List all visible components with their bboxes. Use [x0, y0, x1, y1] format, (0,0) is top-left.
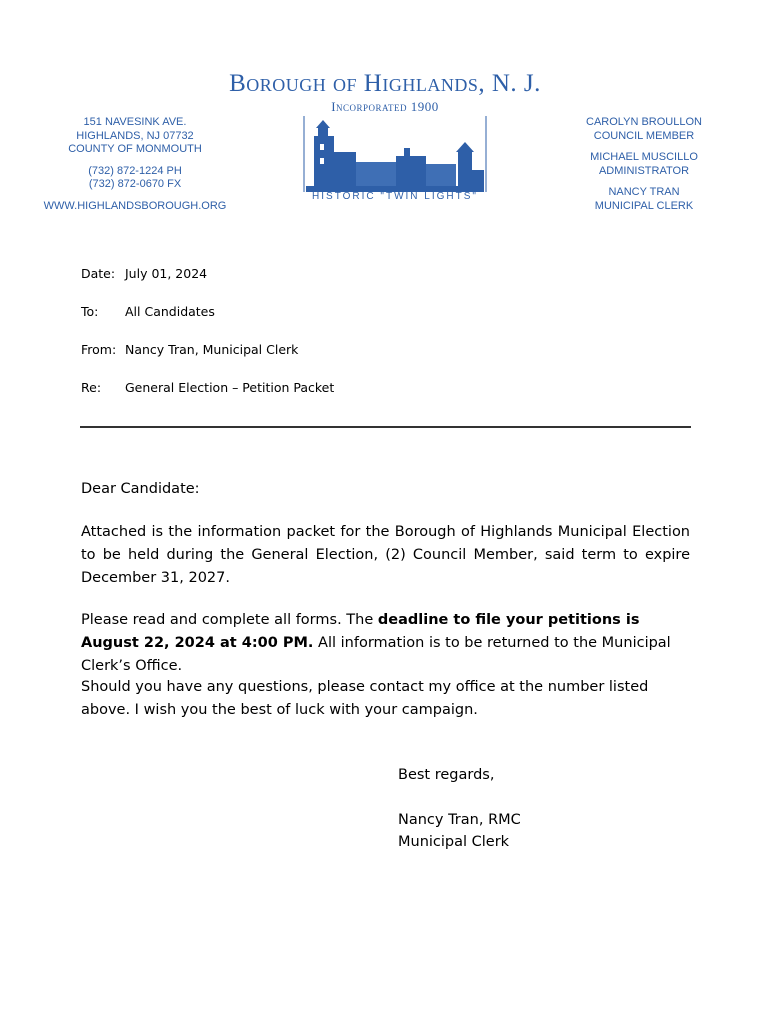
memo-re-row [81, 380, 334, 395]
memo-date-row [81, 266, 207, 281]
memo-re-value: General Election – Petition Packet [125, 380, 335, 395]
deadline-bold-text: deadline to file your petitions is August 22, 2024 at 4:00 PM. [81, 612, 640, 651]
official-title: ADMINISTRATOR [598, 164, 690, 177]
paragraph-contact: Should you have any questions, please contact my office at the number listed above. I wish you the best of luck with your campaign. [81, 679, 649, 718]
address-line: HIGHLANDS, NJ 07732 [76, 129, 194, 142]
fax-number: (732) 872-0670 FX [88, 178, 182, 190]
website-link[interactable]: WWW.HIGHLANDSBOROUGH.ORG [43, 199, 227, 212]
memo-from-value: Nancy Tran, Municipal Clerk [125, 342, 299, 357]
signer-title: Municipal Clerk [398, 834, 510, 850]
salutation: Dear Candidate: [81, 481, 200, 497]
memo-from-label: From: [81, 342, 117, 357]
letterhead-title: Borough of Highlands, N. J. [229, 70, 541, 97]
address-line: 151 NAVESINK AVE. [83, 116, 187, 128]
official-title: MUNICIPAL CLERK [594, 199, 694, 212]
memo-date-label: Date: [81, 266, 116, 281]
phone-number: (732) 872-1224 PH [88, 164, 182, 177]
borough-contact-block [40, 116, 230, 213]
officials-block [574, 116, 714, 213]
official-name: MICHAEL MUSCILLO [590, 151, 698, 163]
memo-date-value: July 01, 2024 [125, 266, 208, 281]
memo-to-row [81, 304, 215, 319]
address-line: COUNTY OF MONMOUTH [68, 143, 202, 155]
logo-caption: HISTORIC "TWIN LIGHTS" [312, 191, 478, 202]
official-name: NANCY TRAN [608, 186, 680, 198]
official-title: COUNCIL MEMBER [593, 129, 695, 142]
paragraph-intro: Attached is the information packet for the Borough of Highlands Municipal Election to be held during the General Election, (2) Council Member, said term to expire December 31, 2027. [81, 524, 690, 586]
memo-to-label: To: [81, 304, 99, 319]
paragraph-deadline [81, 609, 690, 678]
memo-from-row [81, 342, 298, 357]
signer-name: Nancy Tran, RMC [398, 812, 521, 828]
deadline-lead-text: Please read and complete all forms. The [81, 612, 378, 628]
memo-re-label: Re: [81, 380, 102, 395]
deadline-trailing-text: All information is to be returned to the Municipal Clerk’s Office. [81, 635, 671, 674]
incorporated-line: Incorporated 1900 [331, 99, 439, 114]
memo-to-value: All Candidates [125, 304, 215, 319]
official-name: CAROLYN BROULLON [586, 116, 702, 128]
closing-line: Best regards, [398, 767, 495, 783]
header-divider [80, 426, 691, 428]
